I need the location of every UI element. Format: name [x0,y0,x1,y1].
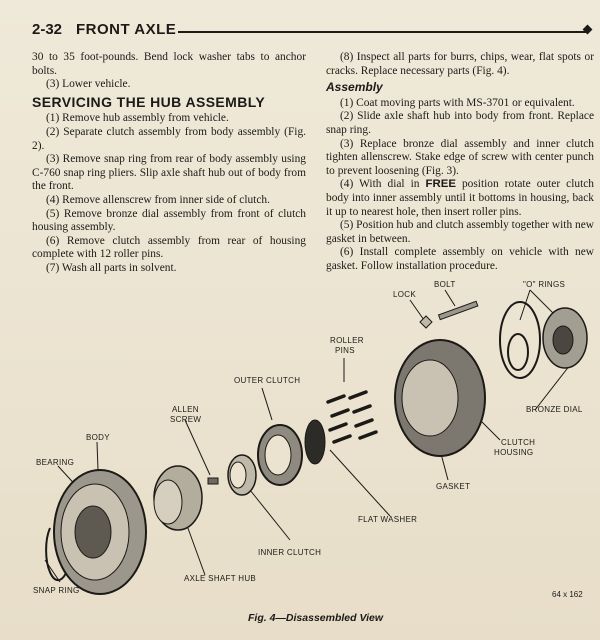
body-part [54,470,146,594]
intro-step: (3) Lower vehicle. [46,78,131,91]
label-snap-ring: SNAP RING [33,586,80,595]
assembly-step: (6) Install complete assembly on vehicle with new gasket. Follow installation procedure. [326,246,594,272]
step-text: position rotate outer clutch body into inner assembly until it bottoms in housing, back it up to nearest hole, then insert roller pins. [326,178,594,218]
label-allen-screw-line2: SCREW [170,415,202,424]
o-ring-small [508,334,528,370]
free-keyword: FREE [425,178,456,191]
flat-washer-part [305,420,325,464]
label-roller-pins: ROLLER [330,336,364,345]
service-step: (3) Remove snap ring from rear of body assembly using C-760 snap ring pliers. Slip axle shaft hub out of body from the front. [32,153,306,193]
outer-clutch-part [258,425,302,485]
step-text: (4) With dial in [340,178,426,191]
section-title: FRONT AXLE [76,21,177,38]
assembly-step: (1) Coat moving parts with MS-3701 or equivalent. [340,96,575,109]
bronze-dial-part [543,308,587,368]
label-body: BODY [86,433,110,442]
service-step: (1) Remove hub assembly from vehicle. [46,112,229,125]
o-ring-large [500,302,540,378]
label-axle-shaft-hub: AXLE SHAFT HUB [184,574,257,583]
assembly-step: (2) Slide axle shaft hub into body from front. Replace snap ring. [326,110,594,136]
intro-line: 30 to 35 foot-pounds. Bend lock washer tabs to anchor bolts. [32,51,306,77]
assembly-step: (3) Replace bronze dial assembly and inner clutch tighten allenscrew. Stake edge of screw with center punch to prevent loosening (Fig. 3). [326,137,594,177]
service-step: (6) Remove clutch assembly from rear of housing complete with 12 roller pins. [32,234,306,261]
axle-shaft-hub-part [154,466,202,530]
assembly-step: (5) Position hub and clutch assembly together with new gasket in between. [326,219,594,245]
service-step: (4) Remove allenscrew from inner side of clutch. [46,193,270,206]
lock-part [420,316,432,328]
label-o-rings: "O" RINGS [523,280,566,289]
section-heading: SERVICING THE HUB ASSEMBLY [32,93,266,110]
label-bronze-dial: BRONZE DIAL [526,405,583,414]
label-bearing: BEARING [36,458,75,467]
right-column [326,51,594,274]
label-gasket: GASKET [436,482,471,491]
bolt-part [439,301,478,319]
page-number: 2-32 [32,21,63,38]
service-step: (7) Wash all parts in solvent. [46,261,177,274]
label-allen-screw: ALLEN [172,405,199,414]
label-inner-clutch: INNER CLUTCH [258,548,322,557]
label-lock: LOCK [393,290,416,299]
label-flat-washer: FLAT WASHER [358,515,418,524]
service-step: (5) Remove bronze dial assembly from front of clutch housing assembly. [32,207,306,234]
left-column [32,51,306,276]
allen-screw-part [208,478,218,484]
label-clutch-housing-line2: HOUSING [494,448,534,457]
assembly-heading: Assembly [326,80,383,95]
label-bolt: BOLT [434,280,456,289]
page-header [32,21,592,43]
label-roller-pins-line2: PINS [335,346,355,355]
label-outer-clutch: OUTER CLUTCH [234,376,301,385]
label-clutch-housing: CLUTCH [501,438,536,447]
inner-clutch-part [228,455,256,495]
inspect-step: (8) Inspect all parts for burrs, chips, wear, flat spots or cracks. Replace necessary parts (Fig. 4). [326,51,594,77]
negative-number: 64 x 162 [552,590,583,599]
service-step: (2) Separate clutch assembly from body assembly (Fig. 2). [32,125,306,152]
figure-caption: Fig. 4—Disassembled View [248,612,383,624]
roller-pins-part [328,392,376,442]
header-rule [178,31,586,33]
assembly-step [326,178,594,219]
clutch-housing-part [395,340,485,456]
